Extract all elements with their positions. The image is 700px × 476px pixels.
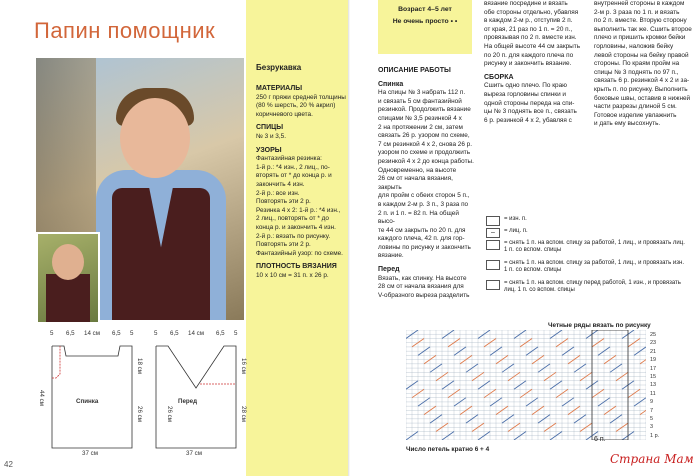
legend-text: = лиц. п. — [504, 228, 528, 234]
text-line: связать 6 р. резинкой 4 х 2 и за- — [594, 77, 690, 85]
text-line: ловины по рисунку и закончить — [378, 243, 471, 251]
text-line: конца р. и закончить 4 изн. — [256, 223, 336, 231]
text-line: спицы № 3 поднять по 97 п., — [594, 68, 679, 76]
text-line: связать 26 р. узором по схеме, — [378, 132, 470, 140]
text-line: 26 см от начала вязания, закрыть — [378, 175, 453, 191]
text-line: 2-м р. 3 раза по 1 п. и вязать — [594, 8, 680, 16]
dim: 14 см — [188, 330, 204, 337]
text-line: спицами № 3,5 резинкой 4 х — [378, 114, 462, 122]
text-line: обе стороны отдельно, убавляя — [484, 8, 579, 16]
section-heading: Спинка — [378, 80, 404, 88]
text-line: и дать ему высохнуть. — [594, 120, 661, 128]
section-heading: Перед — [378, 266, 400, 274]
text-line: выполнить так же. Сшить второе — [594, 25, 692, 33]
legend-text: = снять 1 п. на вспом. спицу перед работой, 1 изн., и провязать лиц. 1 п. со вспом. спицы — [504, 280, 681, 293]
text-line: 7 см резинкой 4 х 2, снова 26 р. — [378, 140, 473, 148]
text-line: стороны. По краям пройм на — [594, 60, 680, 68]
text-line: вязание. — [378, 252, 404, 260]
age-banner — [378, 0, 472, 54]
text-line: в каждом 2-м р., отступив 2 п. — [484, 17, 573, 25]
text-line: выреза горловины спинки и — [484, 90, 566, 98]
row-number: 25 — [650, 332, 657, 338]
chart-note: Число петель кратно 6 + 4 — [406, 446, 490, 453]
text-line: 2 на протяжении 2 см, затем — [378, 123, 463, 131]
dim: 6,5 — [216, 330, 225, 337]
dim: 28 см — [240, 406, 247, 422]
age-label: Возраст 4–5 лет — [398, 6, 452, 13]
schema-label: Перед — [178, 398, 198, 405]
text-line: Сшить одно плечо. По краю — [484, 82, 567, 90]
row-number: 9 — [650, 399, 654, 406]
text-line: Фантазийная резинка: — [256, 155, 322, 163]
row-number: 19 — [650, 357, 657, 364]
legend-symbol — [486, 216, 500, 226]
text-line: цы № 3 поднять все п., связать — [484, 108, 577, 116]
repeat-label: 6 п. — [594, 436, 606, 443]
text-line: Повторять эти 2 р. — [256, 198, 311, 206]
text-line: резинкой 4 х 2 до конца работы. — [378, 157, 474, 165]
symbol-legend — [484, 216, 690, 306]
row-number: 17 — [650, 365, 657, 372]
text-line: На спицы № 3 набрать 112 п. — [378, 89, 466, 97]
text-line: 2-й р.: все изн. — [256, 189, 300, 197]
text-line: по 2 п. вместе. Вторую сторону — [594, 17, 687, 25]
row-number: 15 — [650, 374, 657, 380]
text-line: Повторять эти 2 р. — [256, 241, 311, 249]
text-line: боковые швы, оставив в нижней — [594, 94, 691, 102]
text-line: 2 лиц., повторять от * до — [256, 215, 329, 223]
row-number: 11 — [650, 390, 656, 397]
section-heading: СБОРКА — [484, 73, 514, 81]
text-line: коричневого цвета. — [256, 110, 313, 118]
page-title: Папин помощник — [34, 18, 216, 43]
dim: 16 см — [240, 358, 247, 374]
row-number: 13 — [650, 382, 657, 389]
section-heading: УЗОРЫ — [256, 146, 282, 154]
text-line: 28 см от начала вязания для — [378, 283, 464, 291]
difficulty-label: Не очень просто • • — [392, 18, 458, 25]
text-line: 2-й р.: вязать по рисунку. — [256, 232, 331, 240]
section-heading: СПИЦЫ — [256, 124, 284, 132]
dim: 6,5 — [66, 330, 75, 337]
text-line: провязывая по 2 п. вместе изн. — [484, 34, 577, 42]
text-line: узором по схеме и продолжить — [378, 149, 471, 157]
vest-label: Безрукавка — [256, 63, 302, 72]
legend-text: = снять 1 п. на вспом. спицу за работой, 1 лиц., и провязать лиц. 1 п. со вспом. спицы — [504, 240, 685, 253]
text-line: рисунку и закончить вязание. — [484, 60, 572, 68]
section-heading: МАТЕРИАЛЫ — [256, 85, 303, 92]
text-line: для пройм с обеих сторон 5 п., — [378, 192, 470, 200]
dim: 5 — [130, 330, 134, 337]
legend-symbol — [486, 240, 500, 250]
text-line: закончить 4 изн. — [256, 180, 305, 188]
dim: 6,5 — [112, 330, 121, 337]
text-line: крыть п. по рисунку. Выполнить — [594, 85, 688, 93]
text-line: вторять от * до конца р. и — [256, 172, 332, 180]
dim: 26 см — [136, 406, 143, 422]
text-line: Одновременно, на высоте — [378, 166, 457, 174]
text-line: одной стороны переда на спи- — [484, 99, 575, 107]
text-line: На общей высоте 44 см закрыть — [484, 42, 581, 50]
schema-label: Спинка — [76, 398, 99, 405]
text-line: внутренней стороны в каждом — [594, 0, 685, 7]
row-number: 1 р. — [650, 432, 660, 439]
knitting-chart — [406, 330, 646, 440]
dim: 6,5 — [170, 330, 179, 337]
text-line: и связать 5 см фантазийной — [378, 97, 462, 105]
materials-text — [256, 80, 350, 280]
text-line: вязание посредине и вязать — [484, 0, 568, 7]
text-line: горловины, наложив бейку — [594, 42, 674, 50]
text-line: Фантазийный узор: по схеме. — [256, 249, 343, 257]
instructions-col3 — [594, 0, 694, 129]
text-line: резинкой. Продолжить вязание — [378, 106, 471, 114]
instructions-col2 — [484, 0, 588, 125]
text-line: 10 х 10 см = 31 п. х 26 р. — [256, 271, 329, 279]
text-line: левой стороны на бейку правой — [594, 51, 689, 59]
row-number: 21 — [650, 348, 657, 355]
dim: 44 см — [38, 390, 45, 406]
text-line: № 3 и 3,5. — [256, 132, 286, 140]
text-line: по 20 п. для каждого плеча по — [484, 51, 574, 59]
text-line: 1-й р.: *4 изн., 2 лиц., по- — [256, 163, 330, 171]
dim: 37 см — [82, 450, 98, 457]
text-line: 2 п. и 1 п. = 82 п. На общей высо- — [378, 209, 459, 226]
text-line: от края, 21 раз по 1 п. = 20 п., — [484, 25, 573, 33]
text-line: (80 % шерсть, 20 % акрил) — [256, 102, 336, 110]
legend-text: = снять 1 п. на вспом. спицу за работой, 1 лиц., и провязать изн. 1 п. со вспом. спицы — [504, 260, 685, 273]
text-line: 250 г пряжи средней толщины — [256, 93, 346, 101]
dim: 5 — [234, 330, 238, 337]
dim: 37 см — [186, 450, 202, 457]
text-line: в каждом 2-м р. 3 п., 3 раза по — [378, 200, 469, 208]
section-heading: ПЛОТНОСТЬ ВЯЗАНИЯ — [256, 263, 337, 271]
row-number: 7 — [650, 407, 654, 414]
watermark: Страна Мам — [610, 452, 694, 466]
dim: 26 см — [166, 406, 173, 422]
row-number: 5 — [650, 416, 654, 422]
text-line: каждого плеча, 42 п. для гор- — [378, 235, 465, 243]
instructions-col1 — [378, 62, 474, 300]
text-line: 6 р. резинкой 4 х 2, убавляя с — [484, 116, 572, 124]
legend-symbol — [486, 260, 500, 270]
schema-back — [36, 326, 150, 460]
page-number: 42 — [4, 460, 13, 469]
section-heading: ОПИСАНИЕ РАБОТЫ — [378, 67, 451, 74]
chart-title: Четные ряды вязать по рисунку — [548, 322, 651, 329]
text-line: Готовое изделие увлажнить — [594, 111, 677, 119]
dim: 5 — [154, 330, 158, 337]
inset-photo — [36, 232, 100, 324]
text-line: Резинка 4 х 2: 1-й р.: *4 изн., — [256, 206, 341, 214]
text-line: плечо и пришить кромки бейки — [594, 34, 686, 42]
dim: 5 — [50, 330, 54, 337]
legend-text: = изн. п. — [504, 216, 527, 222]
legend-symbol — [486, 280, 500, 290]
text-line: части разрезы длиной 5 см. — [594, 103, 677, 111]
text-line: V-образного выреза разделить — [378, 291, 470, 299]
row-number: 3 — [650, 424, 654, 431]
schema-front — [140, 326, 254, 460]
legend-symbol: – — [486, 228, 500, 238]
row-number: 23 — [650, 340, 657, 347]
dim: 18 см — [136, 358, 143, 374]
dim: 14 см — [84, 330, 100, 337]
text-line: Вязать, как спинку. На высоте — [378, 274, 467, 282]
text-line: те 44 см закрыть по 20 п. для — [378, 226, 466, 234]
